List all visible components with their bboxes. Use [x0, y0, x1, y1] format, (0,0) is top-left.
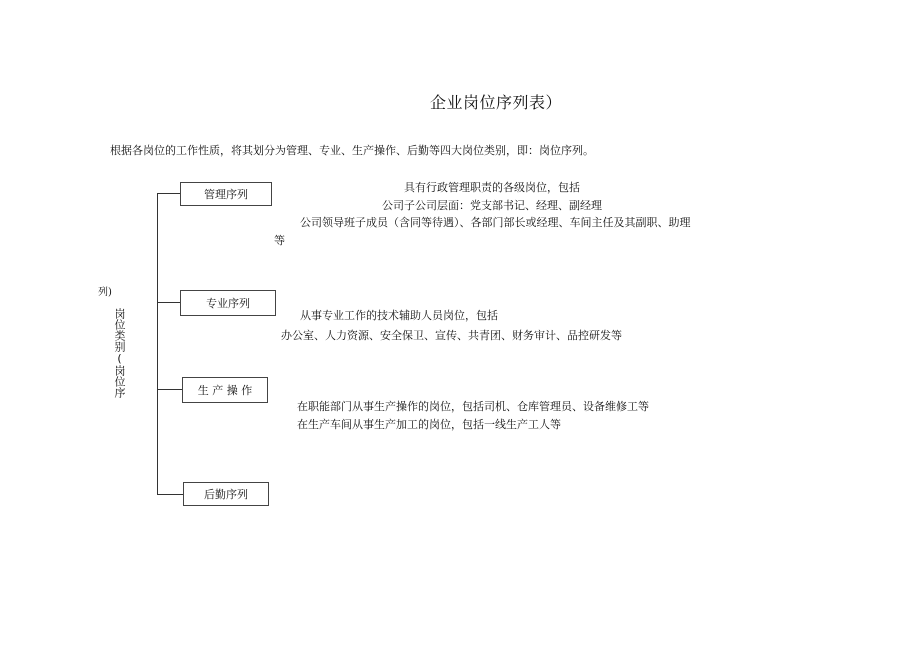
management-desc-line: 公司子公司层面：党支部书记、经理、副经理 — [382, 199, 602, 212]
bracket-branch-production — [157, 389, 182, 390]
management-desc-line: 公司领导班子成员（含同等待遇）、各部门部长或经理、车间主任及其副职、助理 — [300, 216, 691, 229]
category-box-professional: 专业序列 — [180, 290, 276, 316]
category-box-production: 生 产 操 作 — [182, 377, 268, 403]
production-desc-line: 在职能部门从事生产操作的岗位，包括司机、仓库管理员、设备维修工等 — [297, 400, 649, 413]
management-desc-line: 具有行政管理职责的各级岗位，包括 — [404, 181, 580, 194]
bracket-branch-management — [157, 193, 180, 194]
root-category-label: 岗位类别(岗位序 — [113, 308, 126, 398]
bracket-branch-logistics — [157, 494, 183, 495]
edge-mark: 列) — [98, 287, 112, 298]
professional-desc-line: 从事专业工作的技术辅助人员岗位，包括 — [300, 309, 498, 322]
professional-desc-line: 办公室、人力资源、安全保卫、宣传、共青团、财务审计、品控研发等 — [281, 329, 622, 342]
page-title: 企业岗位序列表） — [430, 93, 563, 112]
bracket-vertical-line — [157, 193, 158, 494]
intro-text: 根据各岗位的工作性质，将其划分为管理、专业、生产操作、后勤等四大岗位类别，即：岗位序列。 — [110, 144, 594, 157]
category-box-logistics: 后勤序列 — [183, 482, 269, 506]
management-desc-line: 等 — [274, 234, 285, 247]
bracket-branch-professional — [157, 302, 180, 303]
category-box-management: 管理序列 — [180, 182, 272, 206]
production-desc-line: 在生产车间从事生产加工的岗位，包括一线生产工人等 — [297, 418, 561, 431]
